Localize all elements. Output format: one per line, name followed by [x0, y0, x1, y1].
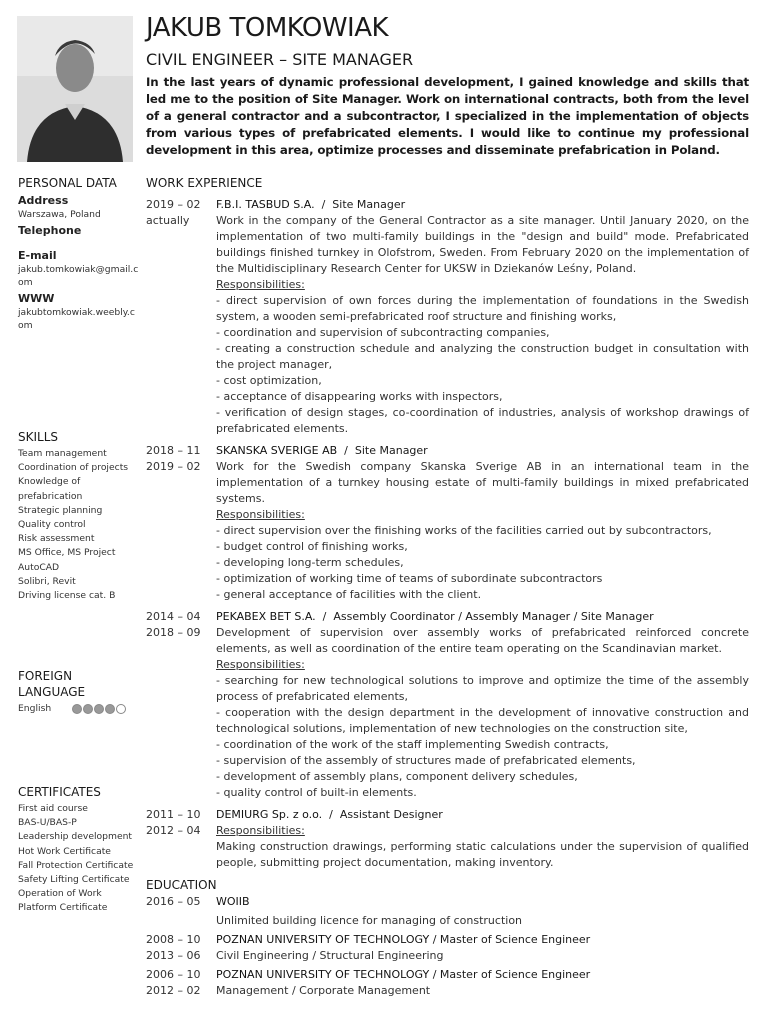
- list-item: - quality control of built-in elements.: [216, 786, 417, 799]
- list-item: - general acceptance of facilities with the client.: [216, 588, 482, 601]
- education-field: Civil Engineering / Structural Engineering: [216, 949, 444, 962]
- profile-photo: [17, 16, 133, 162]
- responsibilities-label: Responsibilities:: [216, 508, 305, 521]
- responsibilities-label: Responsibilities:: [216, 278, 305, 291]
- date-from: 2014 – 04: [146, 610, 201, 623]
- job-position: Site Manager: [354, 444, 428, 457]
- education-dates: [146, 967, 216, 999]
- job-entry: [146, 197, 749, 437]
- list-item: - cost optimization,: [216, 374, 322, 387]
- certificates-list: [18, 802, 140, 916]
- responsibilities-list: [216, 839, 749, 871]
- school-name: POZNAN UNIVERSITY OF TECHNOLOGY: [216, 968, 430, 981]
- education-body: [216, 894, 749, 929]
- job-dates: [146, 197, 216, 437]
- summary-paragraph: In the last years of dynamic professional development, I gained knowledge and skills that led me to the position of Site Manager. Work on international contracts, both from the level of a general contractor and a subcontractor, I specialized in the implementation of objects from various types of prefabricated elements. I would like to continue my professional development in this area, optimize processes and disseminate prefabrication in Poland.: [146, 75, 749, 157]
- company-name: PEKABEX BET S.A.: [216, 610, 316, 623]
- list-item: - budget control of finishing works,: [216, 540, 408, 553]
- address-value: Warszawa, Poland: [18, 209, 101, 220]
- www-label: WWW: [18, 292, 55, 305]
- job-dates: [146, 443, 216, 603]
- list-item: - acceptance of disappearing works with inspectors,: [216, 390, 503, 403]
- date-to: 2012 – 02: [146, 984, 201, 997]
- responsibilities-label: Responsibilities:: [216, 658, 305, 671]
- rating-dot-filled-icon: [94, 704, 104, 714]
- job-position: Assembly Coordinator / Assembly Manager / Site Manager: [333, 610, 654, 623]
- list-item: Team management: [18, 448, 107, 459]
- responsibilities-list: [216, 673, 749, 801]
- personal-data-heading: PERSONAL DATA: [18, 176, 117, 190]
- work-experience-heading: WORK EXPERIENCE: [146, 176, 263, 190]
- skills-heading: SKILLS: [18, 430, 59, 444]
- date-to: 2018 – 09: [146, 626, 201, 639]
- list-item: Operation of Work Platform Certificate: [18, 888, 108, 914]
- job-entry: [146, 443, 749, 603]
- date-from: 2018 – 11: [146, 444, 201, 457]
- date-from: 2019 – 02: [146, 198, 201, 211]
- address-label: Address: [18, 194, 69, 207]
- education-header: [216, 932, 749, 948]
- list-item: - development of assembly plans, component delivery schedules,: [216, 770, 578, 783]
- education-header: [216, 967, 749, 983]
- date-from: 2006 – 10: [146, 968, 201, 981]
- list-item: Quality control: [18, 519, 86, 531]
- job-entry: [146, 609, 749, 801]
- job-dates: [146, 609, 216, 801]
- education-body: [216, 932, 749, 964]
- certificates-heading: CERTIFICATES: [18, 785, 101, 799]
- education-field: Management / Corporate Management: [216, 984, 431, 997]
- list-item: - direct supervision of own forces during the implementation of foundations in the Swedish system, a wooden semi-prefabricated roof structure and finishing works,: [216, 294, 749, 323]
- certificates-section: [18, 784, 140, 916]
- rating-dot-empty-icon: [116, 704, 126, 714]
- skills-section: [18, 429, 140, 603]
- list-item: Risk assessment: [18, 533, 95, 545]
- language-level-rating: [72, 704, 126, 714]
- language-name: English: [18, 703, 52, 714]
- language-row: [18, 702, 140, 716]
- list-item: Leadership development: [18, 831, 133, 843]
- job-body: [216, 443, 749, 603]
- www-value[interactable]: jakubtomkowiak.weebly.com: [18, 307, 135, 331]
- candidate-role: CIVIL ENGINEER – SITE MANAGER: [146, 50, 414, 69]
- company-name: DEMIURG Sp. z o.o.: [216, 808, 323, 821]
- email-label: E-mail: [18, 249, 57, 262]
- job-entry: [146, 807, 749, 871]
- degree: / Master of Science Engineer: [429, 968, 591, 981]
- list-item: MS Office, MS Project: [18, 547, 116, 559]
- education-dates: [146, 932, 216, 964]
- list-item: Safety Lifting Certificate: [18, 874, 130, 886]
- list-item: - supervision of the assembly of structures made of prefabricated elements,: [216, 754, 636, 767]
- job-body: [216, 807, 749, 871]
- date-from: 2011 – 10: [146, 808, 201, 821]
- rating-dot-filled-icon: [105, 704, 115, 714]
- education-dates: [146, 894, 216, 929]
- date-to: 2019 – 02: [146, 460, 201, 473]
- education-entry: [146, 894, 749, 929]
- language-section: [18, 668, 140, 716]
- list-item: - optimization of working time of teams of subordinate subcontractors: [216, 572, 603, 585]
- list-item: - coordination and supervision of subcontracting companies,: [216, 326, 550, 339]
- education-heading: EDUCATION: [146, 878, 217, 892]
- list-item: Making construction drawings, performing static calculations under the supervision of qualified people, submitting project documentation, making inventory.: [216, 840, 749, 869]
- job-header: DEMIURG Sp. z o.o. / Assistant Designer: [216, 808, 443, 821]
- responsibilities-list: [216, 523, 749, 603]
- company-name: F.B.I. TASBUD S.A.: [216, 198, 315, 211]
- person-silhouette-icon: [17, 16, 133, 162]
- list-item: Fall Protection Certificate: [18, 859, 134, 871]
- list-item: - direct supervision over the finishing works of the facilities carried out by subcontractors,: [216, 524, 712, 537]
- date-from: 2016 – 05: [146, 895, 201, 908]
- personal-data-section: [18, 175, 140, 334]
- education-body: [216, 967, 749, 999]
- work-experience-section: [146, 175, 749, 999]
- list-item: Solibri, Revit: [18, 575, 76, 587]
- date-from: 2008 – 10: [146, 933, 201, 946]
- degree: / Master of Science Engineer: [429, 933, 591, 946]
- education-header: [216, 894, 749, 910]
- list-item: BAS-U/BAS-P: [18, 817, 77, 829]
- education-entry: [146, 967, 749, 999]
- list-item: Strategic planning: [18, 504, 103, 516]
- job-header: PEKABEX BET S.A. / Assembly Coordinator / Assembly Manager / Site Manager: [216, 610, 654, 623]
- company-name: SKANSKA SVERIGE AB: [216, 444, 338, 457]
- responsibilities-list: [216, 293, 749, 437]
- education-field: Unlimited building licence for managing of construction: [216, 914, 523, 927]
- list-item: - verification of design stages, co-coordination of industries, analysis of workshop drawings of prefabricated elements.: [216, 406, 749, 435]
- telephone-label: Telephone: [18, 224, 82, 237]
- job-position: Assistant Designer: [339, 808, 443, 821]
- list-item: - searching for new technological solutions to improve and optimize the time of the assembly process of prefabricated elements,: [216, 674, 749, 703]
- job-description: Work in the company of the General Contractor as a site manager. Until January 2020, on the implementation of two multi-family buildings in the "design and build" mode. Prefabricated buildings finished turnkey in Olofstrom, Sweden. From February 2020 on the implementation of the Multidisciplinary Research Center for UKSW in Dziekanów Leśny, Poland.: [216, 214, 749, 275]
- job-body: [216, 197, 749, 437]
- candidate-name: JAKUB TOMKOWIAK: [146, 13, 389, 43]
- job-description: Development of supervision over assembly works of prefabricated reinforced concrete elements, as well as coordination of the entire team operating on the Scandinavian market.: [216, 626, 749, 655]
- job-header: F.B.I. TASBUD S.A. / Site Manager: [216, 198, 406, 211]
- job-description: Work for the Swedish company Skanska Sverige AB in an international team in the implementation of a turnkey housing estate of multi-family buildings in mixed prefabricated systems.: [216, 460, 749, 505]
- job-position: Site Manager: [332, 198, 406, 211]
- date-to: actually: [146, 214, 190, 227]
- rating-dot-filled-icon: [83, 704, 93, 714]
- job-dates: [146, 807, 216, 871]
- email-value[interactable]: jakub.tomkowiak@gmail.com: [18, 264, 139, 288]
- list-item: - cooperation with the design department in the development of innovative construction and technological solutions, implementation of new technologies on the construction site,: [216, 706, 749, 735]
- language-heading: FOREIGN LANGUAGE: [18, 669, 86, 699]
- school-name: POZNAN UNIVERSITY OF TECHNOLOGY: [216, 933, 430, 946]
- rating-dot-filled-icon: [72, 704, 82, 714]
- list-item: Knowledge of prefabrication: [18, 476, 83, 502]
- job-body: [216, 609, 749, 801]
- education-entry: [146, 932, 749, 964]
- list-item: First aid course: [18, 803, 88, 814]
- responsibilities-label: Responsibilities:: [216, 824, 305, 837]
- job-header: SKANSKA SVERIGE AB / Site Manager: [216, 444, 428, 457]
- list-item: Driving license cat. B: [18, 590, 116, 602]
- date-to: 2013 – 06: [146, 949, 201, 962]
- date-to: 2012 – 04: [146, 824, 201, 837]
- list-item: AutoCAD: [18, 561, 60, 573]
- list-item: Coordination of projects: [18, 462, 129, 474]
- list-item: Hot Work Certificate: [18, 845, 111, 857]
- skills-list: [18, 447, 140, 603]
- school-name: WOIIB: [216, 895, 250, 908]
- list-item: - developing long-term schedules,: [216, 556, 404, 569]
- list-item: - coordination of the work of the staff implementing Swedish contracts,: [216, 738, 609, 751]
- list-item: - creating a construction schedule and analyzing the construction budget in consultation with the project manager,: [216, 342, 749, 371]
